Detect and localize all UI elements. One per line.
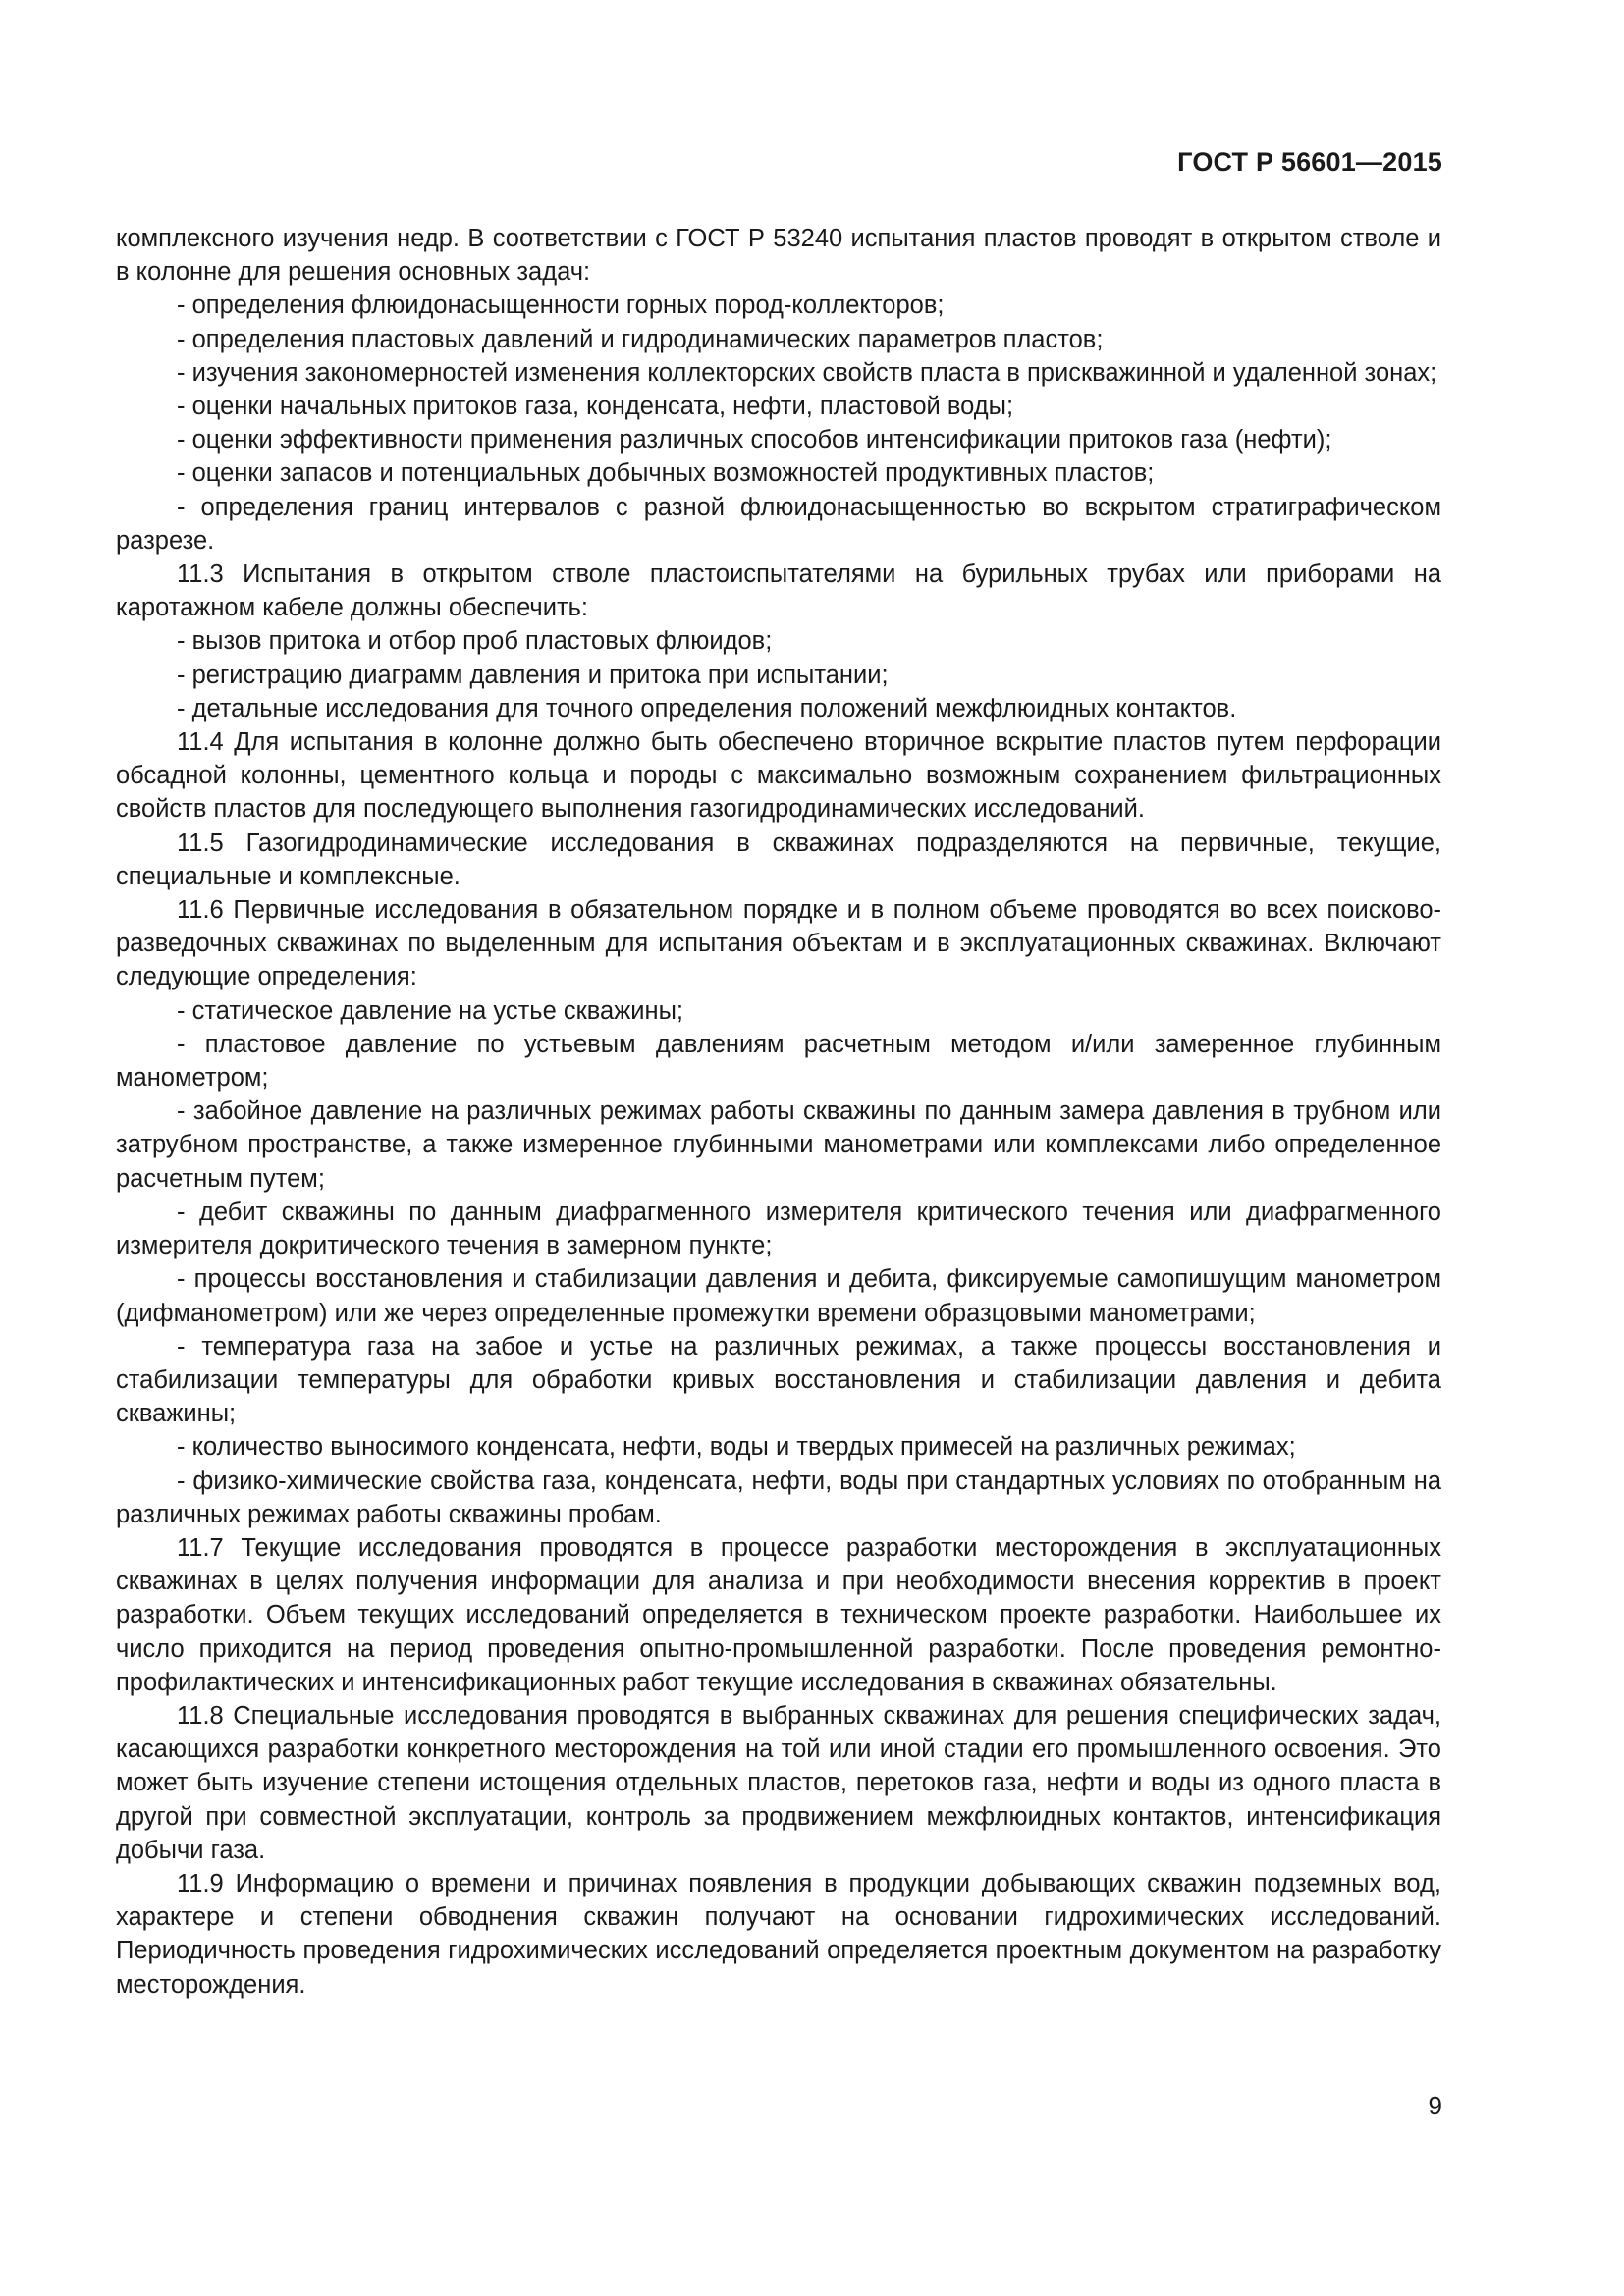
- list-item: - температура газа на забое и устье на различных режимах, а также процессы восстановления и стабилизации температуры для обработки кривых восстановления и стабилизации давления и дебита скважины;: [116, 1332, 1441, 1428]
- paragraph: комплексного изучения недр. В соответствии с ГОСТ Р 53240 испытания пластов проводят в открытом стволе и в колонне для решения основных задач:: [116, 225, 1441, 287]
- list-item: - забойное давление на различных режимах работы скважины по данным замера давления в трубном или затрубном пространстве, а также измеренное глубинными манометрами или комплексами либо определенное расчетным путем;: [116, 1097, 1441, 1193]
- list-item: - определения флюидонасыщенности горных пород-коллекторов;: [177, 292, 945, 320]
- list-item: - дебит скважины по данным диафрагменного измерителя критического течения или диафрагменного измерителя докритического течения в замерном пункте;: [116, 1198, 1441, 1260]
- list-item: - процессы восстановления и стабилизации давления и дебита, фиксируемые самопишущим манометром (дифманометром) или же через определенные промежутки времени образцовыми манометрами;: [116, 1265, 1441, 1327]
- list-item: - определения пластовых давлений и гидродинамических параметров пластов;: [177, 325, 1104, 353]
- list-item: - пластовое давление по устьевым давлениям расчетным методом и/или замеренное глубинным манометром;: [116, 1030, 1441, 1093]
- list-item: - оценки запасов и потенциальных добычных возможностей продуктивных пластов;: [177, 459, 1155, 488]
- body-text: [116, 222, 1441, 2002]
- list-item: - изучения закономерностей изменения коллекторских свойств пласта в прискважинной и удаленной зонах;: [177, 358, 1437, 387]
- standard-header: ГОСТ Р 56601—2015: [1177, 147, 1442, 177]
- section-11-6: 11.6 Первичные исследования в обязательном порядке и в полном объеме проводятся во всех поисково-разведочных скважинах по выделенным для испытания объектам и в эксплуатационных скважинах. Включают следующие определения:: [116, 896, 1441, 991]
- list-item: - детальные исследования для точного определения положений межфлюидных контактов.: [177, 694, 1237, 722]
- list-item: - статическое давление на устье скважины;: [177, 996, 683, 1025]
- list-item: - регистрацию диаграмм давления и притока при испытании;: [177, 661, 889, 689]
- section-11-8: 11.8 Специальные исследования проводятся в выбранных скважинах для решения специфических задач, касающихся разработки конкретного месторождения на той или иной стадии его промышленного освоения. Это может быть изучение степени истощения отдельных пластов, перетоков газа, нефти и воды из одного пласта в другой при совместной эксплуатации, контроль за продвижением межфлюидных контактов, интенсификация добычи газа.: [116, 1701, 1441, 1864]
- section-11-7: 11.7 Текущие исследования проводятся в процессе разработки месторождения в эксплуатационных скважинах в целях получения информации для анализа и при необходимости внесения корректив в проект разработки. Объем текущих исследований определяется в техническом проекте разработки. Наибольшее их число приходится на период проведения опытно-промышленной разработки. После проведения ремонтно-профилактических и интенсификационных работ текущие исследования в скважинах обязательны.: [116, 1533, 1441, 1696]
- list-item: - физико-химические свойства газа, конденсата, нефти, воды при стандартных условиях по отобранным на различных режимах работы скважины пробам.: [116, 1467, 1441, 1528]
- list-item: - оценки эффективности применения различных способов интенсификации притоков газа (нефти);: [177, 426, 1332, 454]
- section-11-4: 11.4 Для испытания в колонне должно быть обеспечено вторичное вскрытие пластов путем перфорации обсадной колонны, цементного кольца и породы с максимально возможным сохранением фильтрационных свойств пластов для последующего выполнения газогидродинамических исследований.: [116, 728, 1441, 824]
- section-11-9: 11.9 Информацию о времени и причинах появления в продукции добывающих скважин подземных вод, характере и степени обводнения скважин получают на основании гидрохимических исследований. Периодичность проведения гидрохимических исследований определяется проектным документом на разработку месторождения.: [116, 1869, 1441, 1999]
- list-item: - вызов притока и отбор проб пластовых флюидов;: [177, 627, 773, 656]
- list-item: - оценки начальных притоков газа, конденсата, нефти, пластовой воды;: [177, 393, 1014, 421]
- page-number: 9: [1428, 2091, 1442, 2120]
- list-item: - определения границ интервалов с разной флюидонасыщенностью во вскрытом стратиграфическом разрезе.: [116, 493, 1441, 555]
- list-item: - количество выносимого конденсата, нефти, воды и твердых примесей на различных режимах;: [177, 1433, 1296, 1462]
- section-11-3: 11.3 Испытания в открытом стволе пластоиспытателями на бурильных трубах или приборами на каротажном кабеле должны обеспечить:: [116, 561, 1441, 622]
- section-11-5: 11.5 Газогидродинамические исследования в скважинах подразделяются на первичные, текущие, специальные и комплексные.: [116, 828, 1441, 890]
